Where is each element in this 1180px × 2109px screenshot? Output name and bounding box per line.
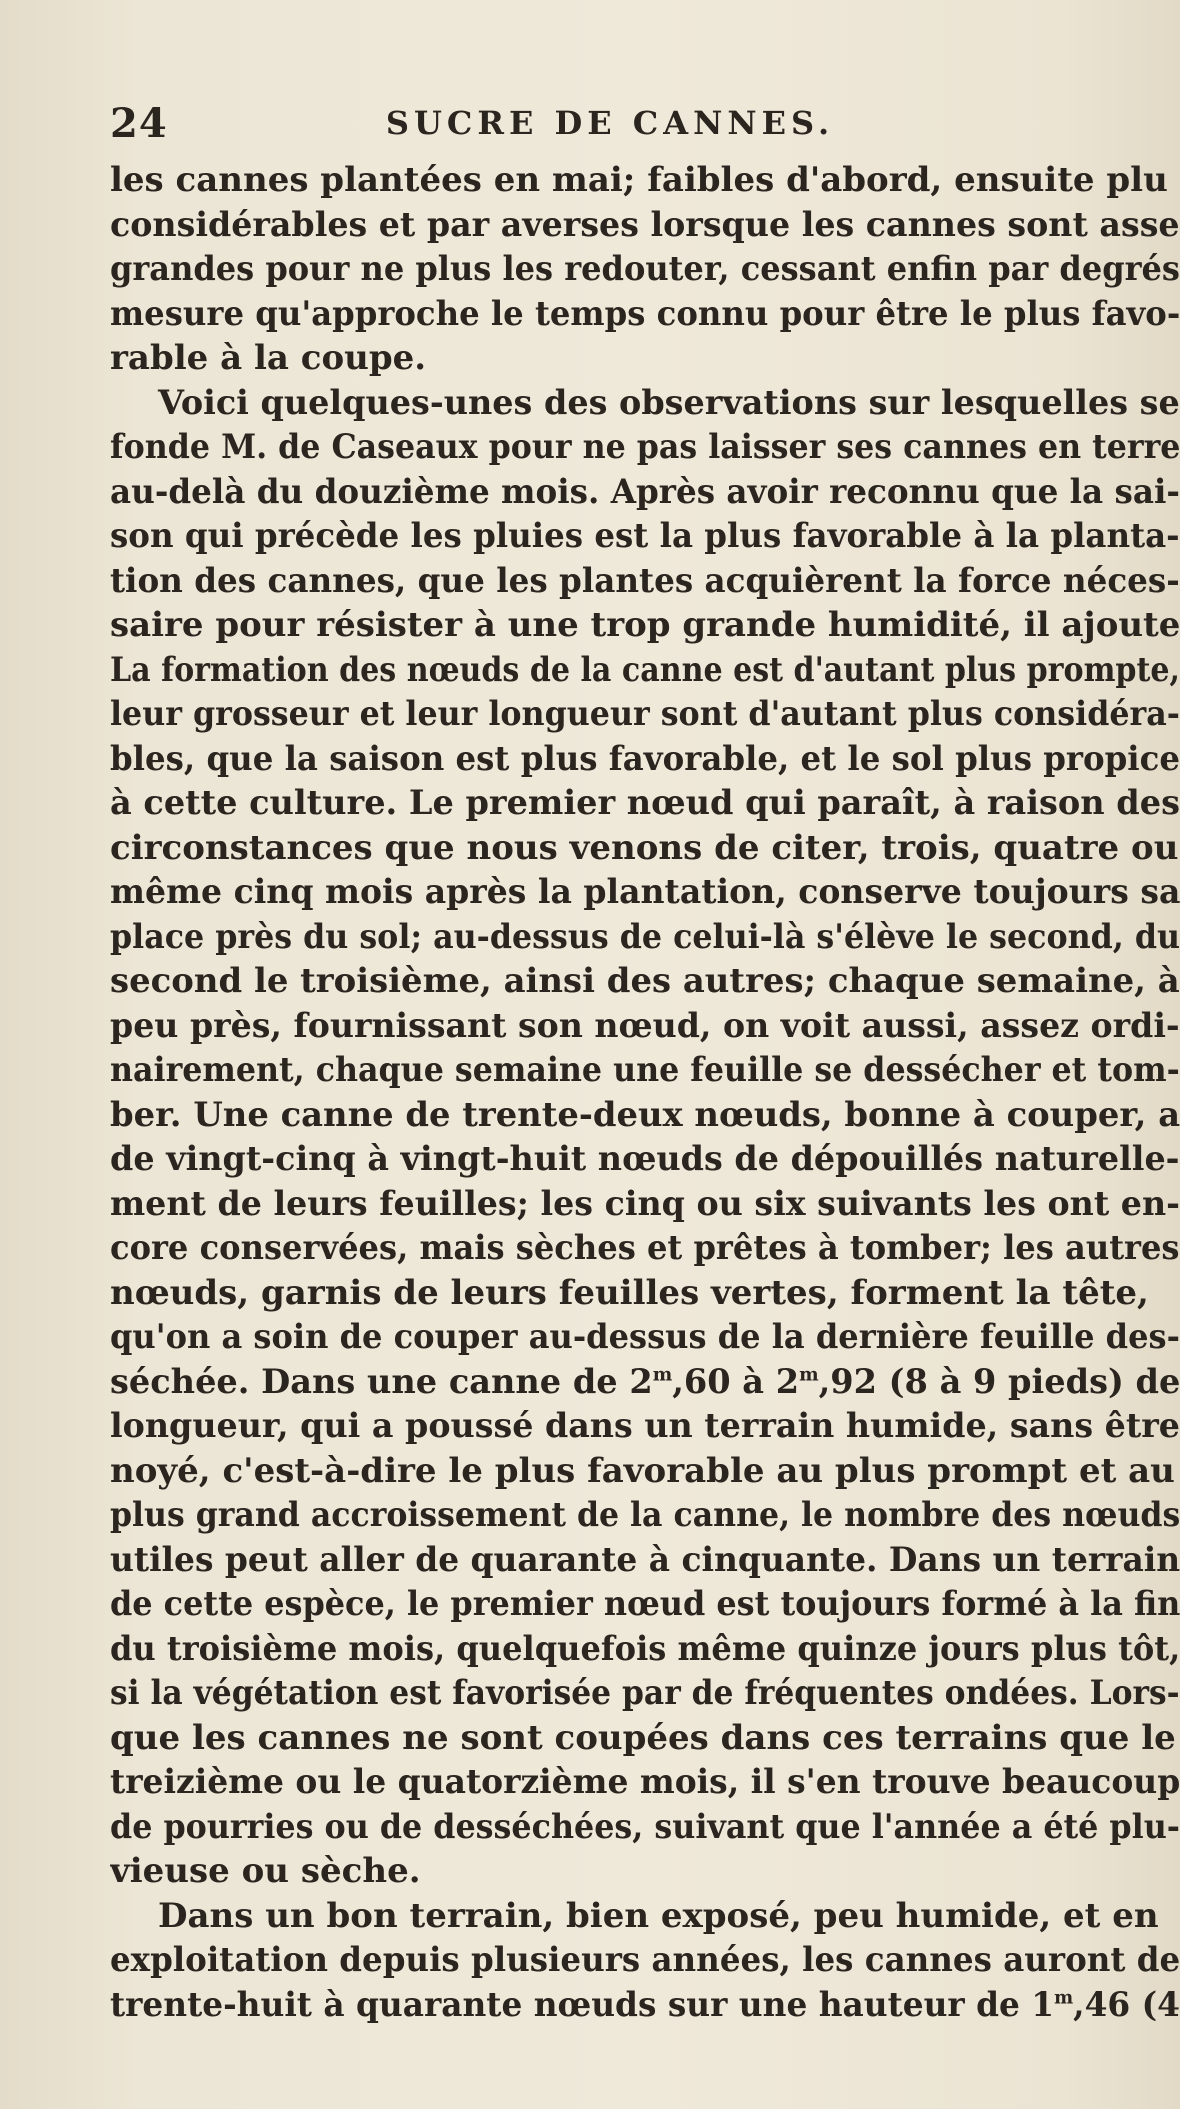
text-line: core conservées, mais sèches et prêtes à tomber; les autres (110, 1228, 1180, 1268)
superscript-unit: m (799, 1363, 819, 1386)
text-line: La formation des nœuds de la canne est d'autant plus prompte, (110, 649, 1180, 690)
text-line: ber. Une canne de trente-deux nœuds, bonne à couper, a (110, 1094, 1180, 1135)
text-line: vieuse ou sèche. (110, 1851, 421, 1891)
text-line: bles, que la saison est plus favorable, et le sol plus propice (110, 738, 1180, 779)
text-line: qu'on a soin de couper au-dessus de la dernière feuille des- (110, 1317, 1180, 1357)
text-line: du troisième mois, quelquefois même quinze jours plus tôt, (110, 1628, 1180, 1669)
text-line: Dans un bon terrain, bien exposé, peu humide, et en (158, 1895, 1159, 1936)
page-header (110, 100, 1180, 152)
text-line: longueur, qui a poussé dans un terrain humide, sans être (110, 1406, 1180, 1446)
text-line: à cette culture. Le premier nœud qui paraît, à raison des (110, 783, 1180, 823)
text-line: ment de leurs feuilles; les cinq ou six suivants les ont en- (110, 1183, 1180, 1224)
text-line: fonde M. de Caseaux pour ne pas laisser ses cannes en terre (110, 427, 1180, 467)
text-line: nœuds, garnis de leurs feuilles vertes, forment la tête, (110, 1272, 1149, 1313)
text-line: leur grosseur et leur longueur sont d'autant plus considéra- (110, 694, 1180, 734)
text-line: plus grand accroissement de la canne, le nombre des nœuds (110, 1495, 1180, 1535)
running-title: SUCRE DE CANNES. (385, 104, 835, 142)
body-text (110, 158, 1180, 2027)
text-line: considérables et par averses lorsque les cannes sont asse (110, 204, 1180, 245)
text-line: trente-huit à quarante nœuds sur une hauteur de 1$^m$,46 (4 (110, 1984, 1180, 2025)
text-line: mesure qu'approche le temps connu pour être le plus favo- (110, 293, 1180, 334)
text-line: de pourries ou de desséchées, suivant que l'année a été plu- (110, 1806, 1180, 1847)
text-line: second le troisième, ainsi des autres; chaque semaine, à (110, 961, 1180, 1001)
text-line: utiles peut aller de quarante à cinquante. Dans un terrain (110, 1539, 1180, 1580)
text-line: noyé, c'est-à-dire le plus favorable au plus prompt et au (110, 1450, 1175, 1491)
text-line: au-delà du douzième mois. Après avoir reconnu que la sai- (110, 471, 1180, 512)
text-line: peu près, fournissant son nœud, on voit aussi, assez ordi- (110, 1005, 1180, 1046)
text-line: grandes pour ne plus les redouter, cessant enfin par degrés (110, 249, 1180, 289)
text-line: même cinq mois après la plantation, conserve toujours sa (110, 872, 1180, 912)
text-line: de cette espèce, le premier nœud est toujours formé à la fin (110, 1584, 1180, 1624)
text-line: tion des cannes, que les plantes acquièrent la force néces- (110, 560, 1180, 601)
text-line: son qui précède les pluies est la plus favorable à la planta- (110, 516, 1180, 556)
page-number: 24 (110, 100, 168, 147)
text-line: séchée. Dans une canne de 2$^m$,60 à 2$^m$,92 (8 à 9 pieds) de (110, 1361, 1180, 1402)
text-line: si la végétation est favorisée par de fréquentes ondées. Lors- (110, 1673, 1180, 1713)
text-line: que les cannes ne sont coupées dans ces terrains que le (110, 1717, 1176, 1758)
superscript-unit: m (652, 1363, 673, 1386)
text-line: exploitation depuis plusieurs années, les cannes auront de (110, 1940, 1180, 1980)
text-line: nairement, chaque semaine une feuille se dessécher et tom- (110, 1050, 1180, 1090)
text-line: Voici quelques-unes des observations sur lesquelles se (158, 382, 1180, 423)
text-line: place près du sol; au-dessus de celui-là s'élève le second, du (110, 916, 1180, 957)
text-line: saire pour résister à une trop grande humidité, il ajoute (110, 605, 1180, 645)
text-line: de vingt-cinq à vingt-huit nœuds de dépouillés naturelle- (110, 1139, 1180, 1179)
text-line: les cannes plantées en mai; faibles d'abord, ensuite plu (110, 160, 1168, 200)
superscript-unit: m (1054, 1986, 1074, 2009)
text-line: rable à la coupe. (110, 338, 427, 378)
text-line: treizième ou le quatorzième mois, il s'en trouve beaucoup (110, 1762, 1180, 1802)
text-line: circonstances que nous venons de citer, trois, quatre ou (110, 827, 1179, 868)
